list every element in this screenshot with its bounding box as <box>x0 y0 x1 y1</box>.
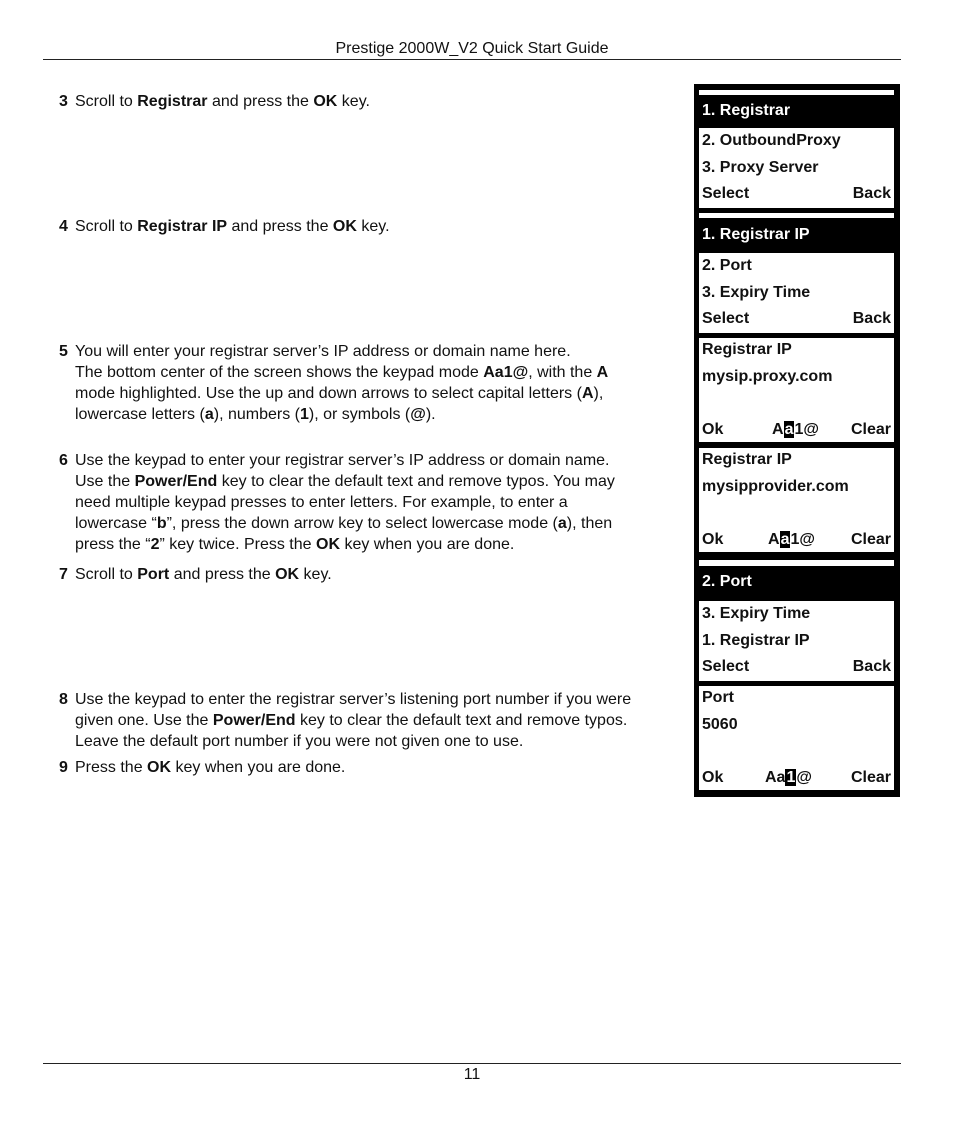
step-text: Scroll to Registrar IP and press the OK key. <box>75 218 390 235</box>
menu-highlight-port: 2. Port <box>699 566 894 598</box>
softkey-back: Back <box>852 658 891 675</box>
step-text: Press the OK key when you are done. <box>75 759 346 776</box>
softkey-row <box>702 185 891 203</box>
step-number: 4 <box>59 218 68 235</box>
screen-entry-registrar-ip-filled <box>699 448 894 552</box>
entry-label: Registrar IP <box>702 341 792 358</box>
menu-item: 1. Registrar IP <box>702 632 810 649</box>
header-rule <box>43 59 901 60</box>
screen-menu-registrar-ip <box>699 253 894 333</box>
softkey-ok: Ok <box>702 769 724 786</box>
softkey-row <box>702 769 891 787</box>
step-text: Use the keypad to enter the registrar server’s listening port number if you were given one. Use the Power/End key to clear the default text and remove typos. Leave the default port number if you were not given one to use. <box>75 691 632 750</box>
step-number: 8 <box>59 691 68 708</box>
softkey-row <box>702 421 891 439</box>
screen-menu-registrar <box>699 128 894 208</box>
softkey-ok: Ok <box>702 421 724 438</box>
softkey-row <box>702 310 891 328</box>
footer-rule <box>43 1063 901 1064</box>
screen-entry-registrar-ip <box>699 338 894 442</box>
entry-value: mysipprovider.com <box>702 478 849 495</box>
header-title: Prestige 2000W_V2 Quick Start Guide <box>335 40 609 57</box>
softkey-back: Back <box>852 310 891 327</box>
menu-item: 2. Port <box>702 257 752 274</box>
step-5 <box>59 341 689 425</box>
entry-value: 5060 <box>702 716 738 733</box>
entry-label: Registrar IP <box>702 451 792 468</box>
step-8 <box>59 689 689 752</box>
menu-highlight-registrar: 1. Registrar <box>699 95 894 126</box>
keypad-mode: Aa1@ <box>768 531 815 548</box>
page-number: 11 <box>463 1066 481 1083</box>
step-number: 3 <box>59 93 68 110</box>
step-9 <box>59 757 689 778</box>
keypad-mode-selected: 1 <box>786 769 796 786</box>
softkey-select: Select <box>702 310 750 327</box>
entry-label: Port <box>702 689 734 706</box>
softkey-back: Back <box>852 185 891 202</box>
step-text: You will enter your registrar server’s IP address or domain name here. The bottom center of the screen shows the keypad mode Aa1@, with the A mode highlighted. Use the up and down arrows to select capital letters (A), lowercase letters (a), numbers (1), or symbols (@). <box>75 343 609 423</box>
menu-item: 3. Expiry Time <box>702 284 811 301</box>
step-number: 7 <box>59 566 68 583</box>
step-number: 9 <box>59 759 68 776</box>
step-6 <box>59 450 689 555</box>
step-7 <box>59 564 689 585</box>
softkey-clear: Clear <box>850 421 891 438</box>
screen-entry-port <box>699 686 894 790</box>
screen-top-strip <box>699 213 894 218</box>
step-3 <box>59 91 689 112</box>
keypad-mode: Aa1@ <box>772 421 819 438</box>
step-text: Use the keypad to enter your registrar server’s IP address or domain name. Use the Power/End key to clear the default text and remove typos. You may need multiple keypad presses to enter letters. For example, to enter a lowercase “b”, press the down arrow key to select lowercase mode (a), then press the “2” key twice. Press the OK key when you are done. <box>75 452 615 553</box>
softkey-row <box>702 658 891 676</box>
softkey-row <box>702 531 891 549</box>
menu-item: 3. Proxy Server <box>702 159 819 176</box>
menu-item: 3. Expiry Time <box>702 605 811 622</box>
menu-highlight-registrar-ip: 1. Registrar IP <box>699 219 894 250</box>
softkey-clear: Clear <box>850 531 891 548</box>
step-text: Scroll to Port and press the OK key. <box>75 566 332 583</box>
softkey-clear: Clear <box>850 769 891 786</box>
screen-menu-port <box>699 601 894 681</box>
softkey-select: Select <box>702 658 750 675</box>
menu-item: 2. OutboundProxy <box>702 132 841 149</box>
keypad-mode-selected: a <box>780 531 790 548</box>
softkey-ok: Ok <box>702 531 724 548</box>
softkey-select: Select <box>702 185 750 202</box>
entry-value: mysip.proxy.com <box>702 368 833 385</box>
keypad-mode-selected: a <box>784 421 794 438</box>
keypad-mode: Aa1@ <box>765 769 812 786</box>
step-4 <box>59 216 689 237</box>
step-number: 6 <box>59 452 68 469</box>
step-text: Scroll to Registrar and press the OK key. <box>75 93 370 110</box>
step-number: 5 <box>59 343 68 360</box>
